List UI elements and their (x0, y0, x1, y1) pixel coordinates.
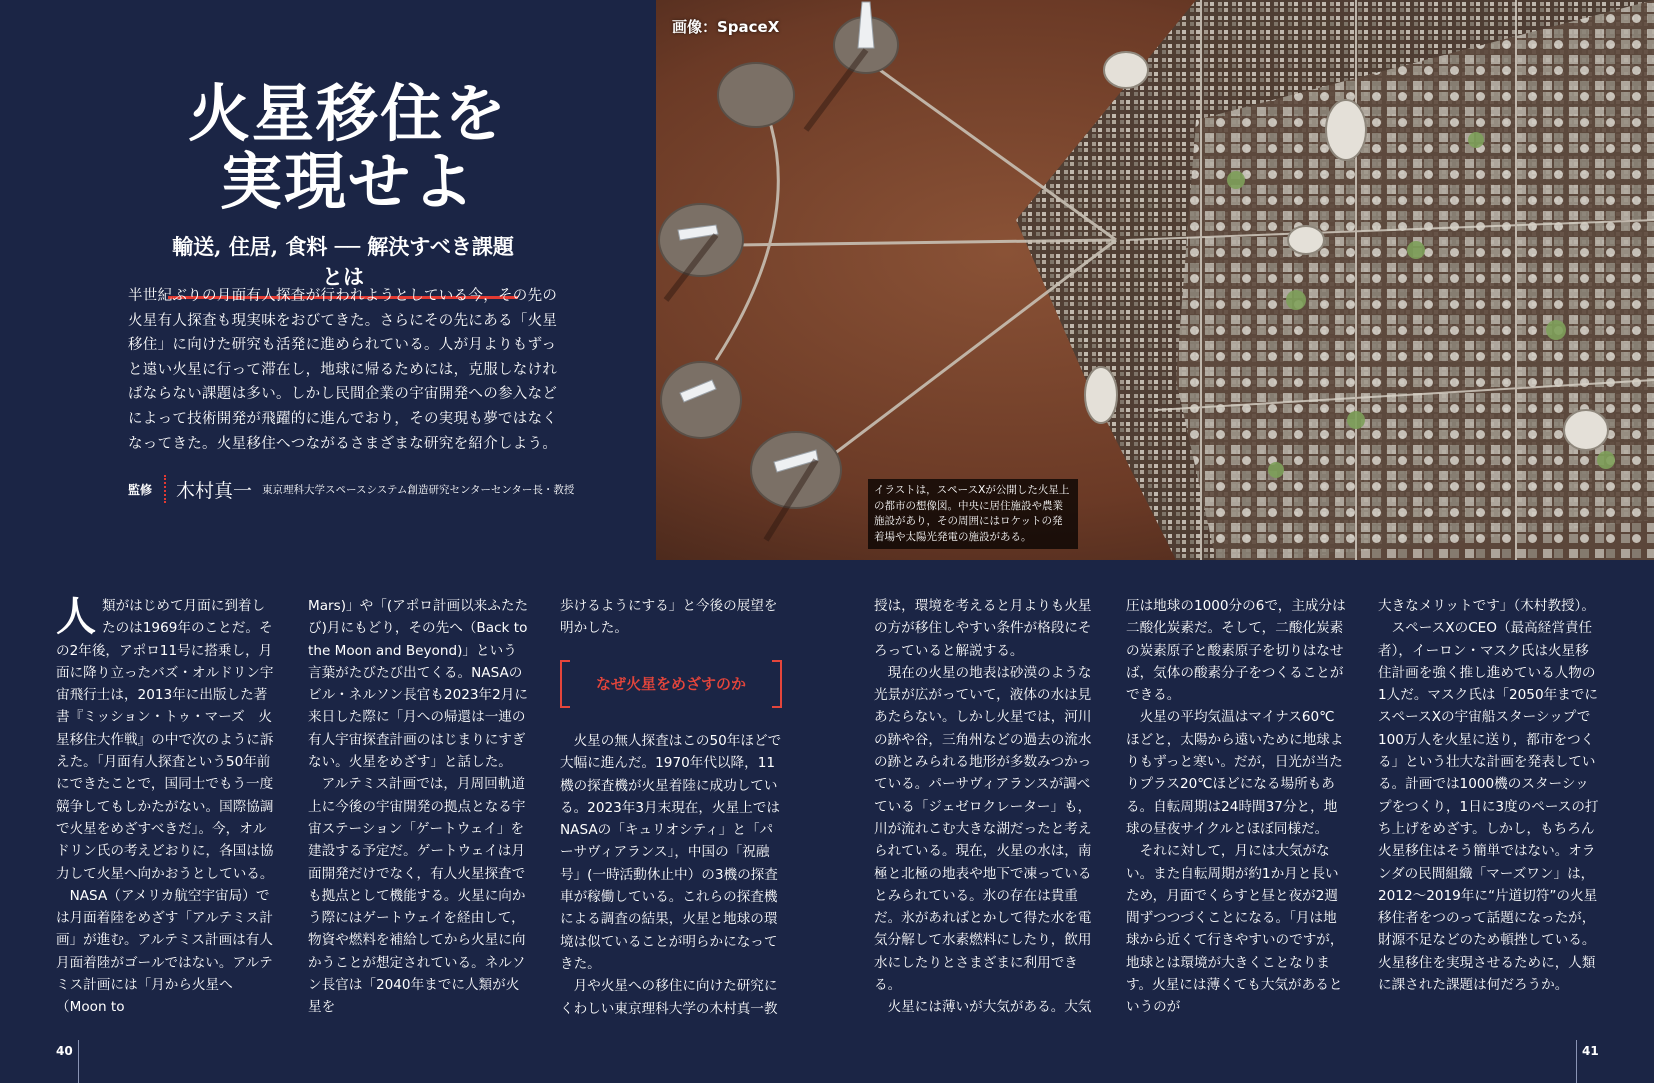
page-rule-left (78, 1040, 79, 1083)
page-number-right: 41 (1582, 1044, 1599, 1058)
lead-paragraph: 半世紀ぶりの月面有人探査が行われようとしている今，その先の 火星有人探査も現実味をおびてきた。さらにその先にある「火星 移住」に向けた研究も活発に進められている。人が月よりもずっ と遠い火星に行って滞在し，地球に帰るためには，克服しなけれ ばならない課題は多い。しかし民間企業の宇宙開発への参入など によって技術開発が飛躍的に進んでおり，その実現も夢ではなく なってきた。火星移住へつながるさまざまな研究を紹介しよう。 (128, 288, 558, 452)
article-title (128, 77, 568, 218)
supervisor-name: 木村真一 (176, 479, 253, 502)
supervisor-divider (164, 475, 166, 503)
photo-credit: 画像：SpaceX (672, 18, 780, 36)
body-column-3-top: 歩けるようにする」と今後の展望を明かした。 (560, 598, 778, 637)
mars-city-illustration (656, 0, 1654, 560)
body-column-5: 圧は地球の1000分の6で，主成分は二酸化炭素だ。そして，二酸化炭素の炭素原子と酸素原子を切りはなせば，気体の酸素分子をつくることができる。 火星の平均気温はマイナス60℃ほどと，太陽から遠いために地球よりもずっと寒い。だが，日光が当たりプラス20℃ほどになる場所もある。自転周期は24時間37分と，地球の昼夜サイクルとほぼ同様だ。 それに対して，月には大気がない。また自転周期が約1か月と長いため，月面でくらすと昼と夜が2週間ずつつづくことになる。「月は地球から近くて行きやすいのですが，地球とは環境が大きくことなります。火星には薄くても大気があるというのが (1126, 598, 1346, 1016)
title-line-1: 火星移住を (187, 77, 508, 150)
drop-cap: 人 (56, 594, 96, 640)
body-column-1 (56, 595, 278, 1019)
page-rule-right (1576, 1040, 1577, 1083)
mars-city-graphic (656, 0, 1654, 560)
article-subtitle: 輸送, 住居, 食料 ── 解決すべき課題とは (168, 232, 518, 299)
section-heading-text: なぜ火星をめざすのか (595, 674, 746, 693)
section-heading (560, 660, 782, 706)
body-column-1-text: 類がはじめて月面に到着したのは1969年のことだ。その2年後，アポロ11号に搭乗し，月面に降り立ったバズ・オルドリン宇宙飛行士は，2013年に出版した著書『ミッション・トゥ・マーズ 火星移住大作戦』の中で次のように訴えた。「月面有人探査という50年前にできたことで，国同士でもう一度競争してもしかたがない。国際協調で火星をめざすべきだ」。今，オルドリン氏の考えどおりに，各国は協力して火星へ向かおうとしている。 NASA（アメリカ航空宇宙局）では月面着陸をめざす「アルテミス計画」が進む。アルテミス計画は有人月面着陸がゴールではない。アルテミス計画には「月から火星へ（Moon to (56, 598, 274, 1016)
title-line-2: 実現せよ (219, 145, 476, 218)
image-caption: イラストは，スペースXが公開した火星上の都市の想像図。中央に居住施設や農業施設があり，その周囲にはロケットの発着場や太陽光発電の施設がある。 (868, 479, 1078, 549)
supervisor-credit (128, 474, 598, 504)
heading-bracket-right (772, 660, 782, 708)
supervisor-label: 監修 (128, 482, 153, 497)
supervisor-title: 東京理科大学スペースシステム創造研究センターセンター長・教授 (262, 483, 575, 496)
body-column-6: 大きなメリットです」（木村教授）。 スペースXのCEO（最高経営責任者），イーロン・マスク氏は火星移住計画を強く推し進めている人物の1人だ。マスク氏は「2050年までにスペースXの宇宙船スターシップで100万人を火星に送り，都市をつくる」という壮大な計画を発表している。計画では1000機のスターシップをつくり，1日に3度のペースの打ち上げをめざす。しかし，もちろん火星移住はそう簡単ではない。オランダの民間組織「マーズワン」は，2012～2019年に“片道切符”の火星移住者をつのって話題になったが，財源不足などのため頓挫している。火星移住を実現させるために，人類に課された課題は何だろうか。 (1378, 598, 1599, 994)
body-column-3: 火星の無人探査はこの50年ほどで大幅に進んだ。1970年代以降，11機の探査機が火星着陸に成功している。2023年3月末現在，火星上ではNASAの「キュリオシティ」と「パーサヴィアランス」，中国の「祝融号」(一時活動休止中）の3機の探査車が稼働している。これらの探査機による調査の結果，火星と地球の環境は似ていることが明らかになってきた。 月や火星への移住に向けた研究にくわしい東京理科大学の木村真一教 (560, 733, 782, 1017)
heading-bracket-left (560, 660, 570, 708)
body-column-4: 授は，環境を考えると月よりも火星の方が移住しやすい条件が格段にそろっていると解説する。 現在の火星の地表は砂漠のような光景が広がっていて，液体の水は見あたらない。しかし火星では，河川の跡や谷，三角州などの過去の流水の跡とみられる地形が多数みつかっている。パーサヴィアランスが調べている「ジェゼロクレーター」も，川が流れこむ大きな湖だったと考えられている。現在，火星の水は，南極と北極の地表や地下で凍っているとみられている。氷の存在は貴重だ。氷があればとかして得た水を電気分解して水素燃料にしたり，飲用水にしたりとさまざまに利用できる。 火星には薄いが大気がある。大気 (874, 598, 1092, 1016)
body-column-2: Mars)」や「(アポロ計画以来ふたたび)月にもどり，その先へ（Back to the Moon and Beyond)」という言葉がたびたび出てくる。NASAのビル・ネルソン長官も2023年2月に来日した際に「月への帰還は一連の有人宇宙探査計画のはじまりにすぎない。火星をめざす」と話した。 アルテミス計画では，月周回軌道上に今後の宇宙開発の拠点となる宇宙ステーション「ゲートウェイ」を建設する予定だ。ゲートウェイは月面開発だけでなく，有人火星探査でも拠点として機能する。火星に向かう際にはゲートウェイを経由して，物資や燃料を補給してから火星に向かうことが想定されている。ネルソン長官は「2040年までに人類が火星を (308, 598, 529, 1016)
page-number-left: 40 (56, 1044, 73, 1058)
